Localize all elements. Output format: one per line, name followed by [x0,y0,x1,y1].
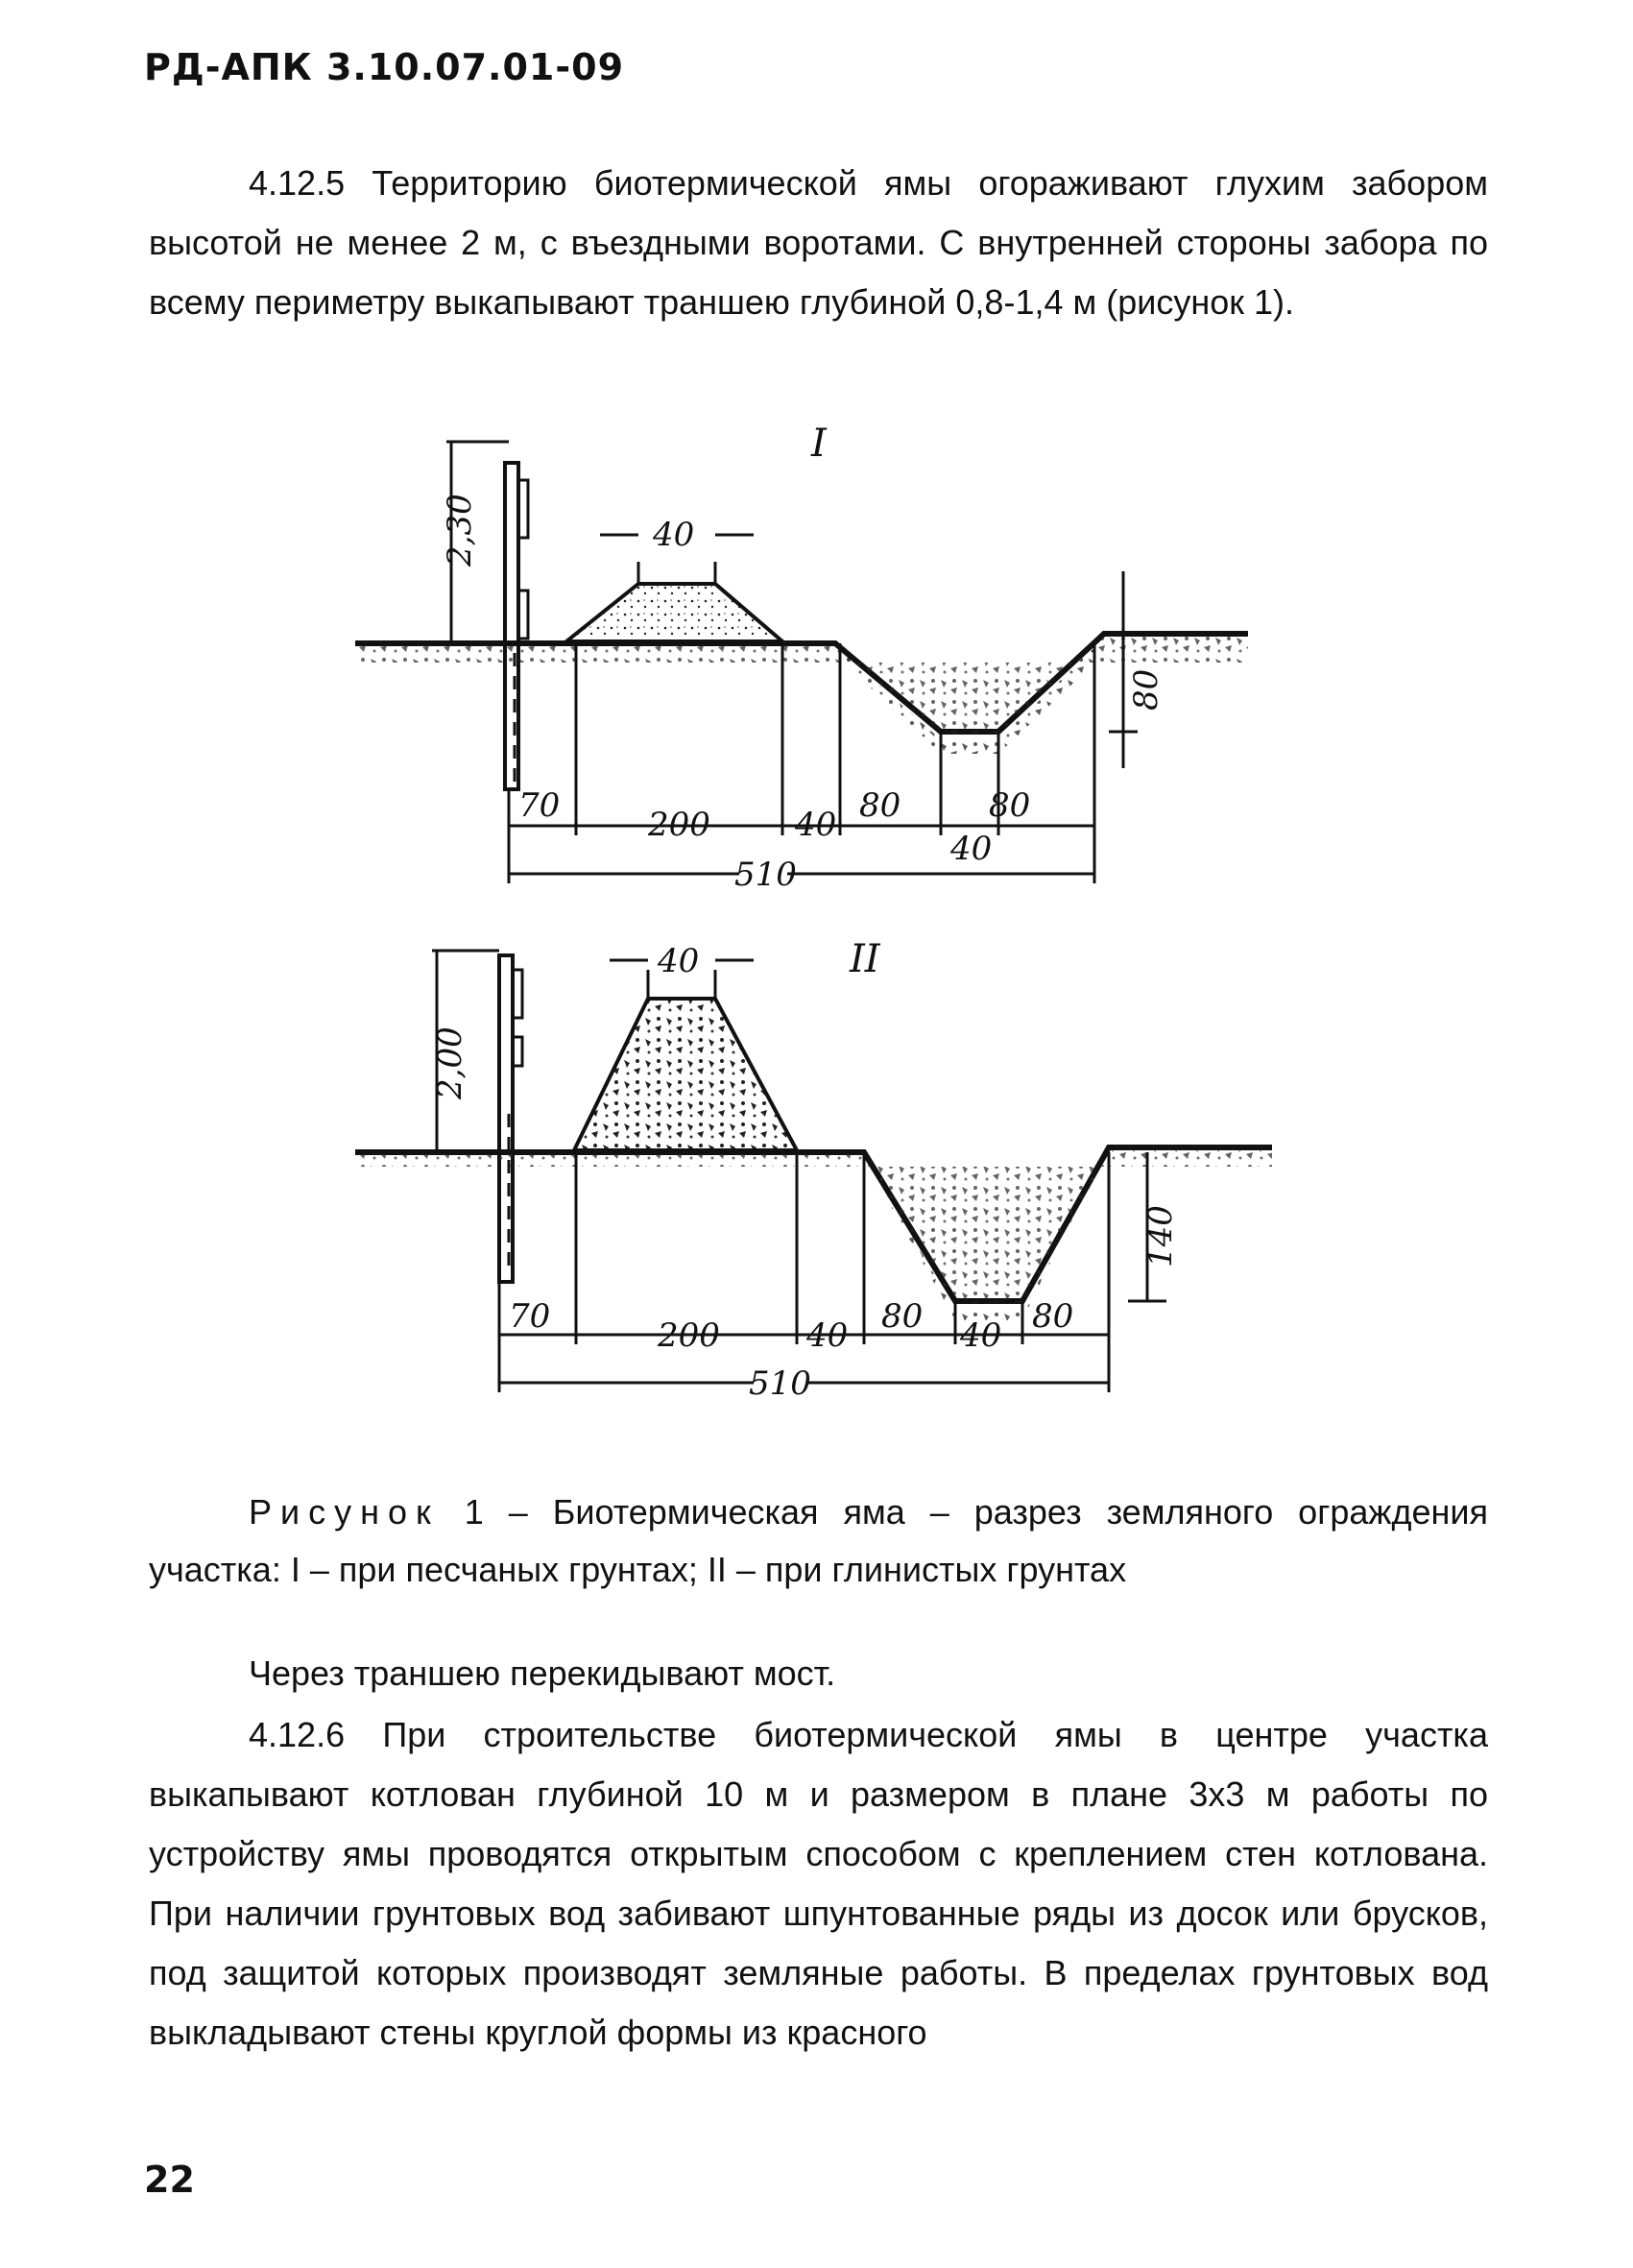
section-II-fence-post [499,955,513,1282]
paragraph-4-12-6: 4.12.6 При строительстве биотермической ямы в центре участка выкапывают котлован глубиной 10 м и размером в плане 3x3 м работы по устройству ямы проводятся открытым способом с креплением стен котлована. При наличии грунтовых вод забивают шпунтованные ряды из досок или брусков, под защитой которых производят земляные работы. В пределах грунтовых вод выкладывают стены круглой формы из красного [149,1715,1488,2052]
section-I-total: 510 [734,856,797,894]
caption-label: Рисунок [249,1492,440,1532]
page-number: 22 [144,2159,195,2201]
section-II-dim-40b: 40 [960,1316,1002,1355]
section-II-dim-200: 200 [658,1316,720,1355]
document-code-header: РД-АПК 3.10.07.01-09 [144,46,625,88]
section-II-dim-80a: 80 [881,1297,924,1336]
section-II-ground-line [355,1147,1272,1301]
section-II-bank-top: 40 [658,942,700,980]
section-II-total: 510 [749,1364,811,1403]
section-I-drawing [355,422,1248,894]
section-I-dim-80a: 80 [859,786,901,825]
section-I-dim-40a: 40 [795,806,837,844]
section-I-label: I [811,422,827,466]
section-I-dim-200: 200 [648,806,710,844]
section-II-dim-40a: 40 [806,1316,849,1355]
section-I-dim-40-bottom: 40 [950,830,993,868]
section-I-bank-top: 40 [653,516,695,554]
paragraph-4-12-5: 4.12.5 Территорию биотермической ямы огораживают глухим забором высотой не менее 2 м, с въездными воротами. С внутренней стороны забора по всему периметру выкапывают траншею глубиной 0,8-1,4 м (рисунок 1). [149,163,1488,322]
section-II-drawing [355,937,1272,1403]
section-II-label: II [850,937,880,981]
caption-number: 1 [464,1492,484,1532]
section-I-trench-depth: 80 [1127,668,1165,711]
section-I-dim-80b: 80 [989,786,1031,825]
section-II-dim-80b: 80 [1032,1297,1074,1336]
figure-caption [149,1484,1488,1599]
section-I-fence-post [505,463,518,789]
caption-text: – Биотермическая яма – разрез земляного ограждения участка: I – при песчаных грунтах; II – при глинистых грунтах [149,1492,1488,1589]
section-II-fence-height: 2,00 [431,1026,469,1099]
paragraph-bridge: Через траншею перекидывают мост. [249,1653,836,1693]
section-I-dim-70: 70 [518,786,561,825]
figure-1-cross-section [326,422,1296,1460]
section-I-fence-height: 2,30 [441,494,479,567]
section-II-trench-depth: 140 [1141,1205,1180,1267]
section-II-dim-70: 70 [509,1297,551,1336]
section-I-sand-bank [566,584,782,641]
section-II-clay-bank [574,999,797,1150]
